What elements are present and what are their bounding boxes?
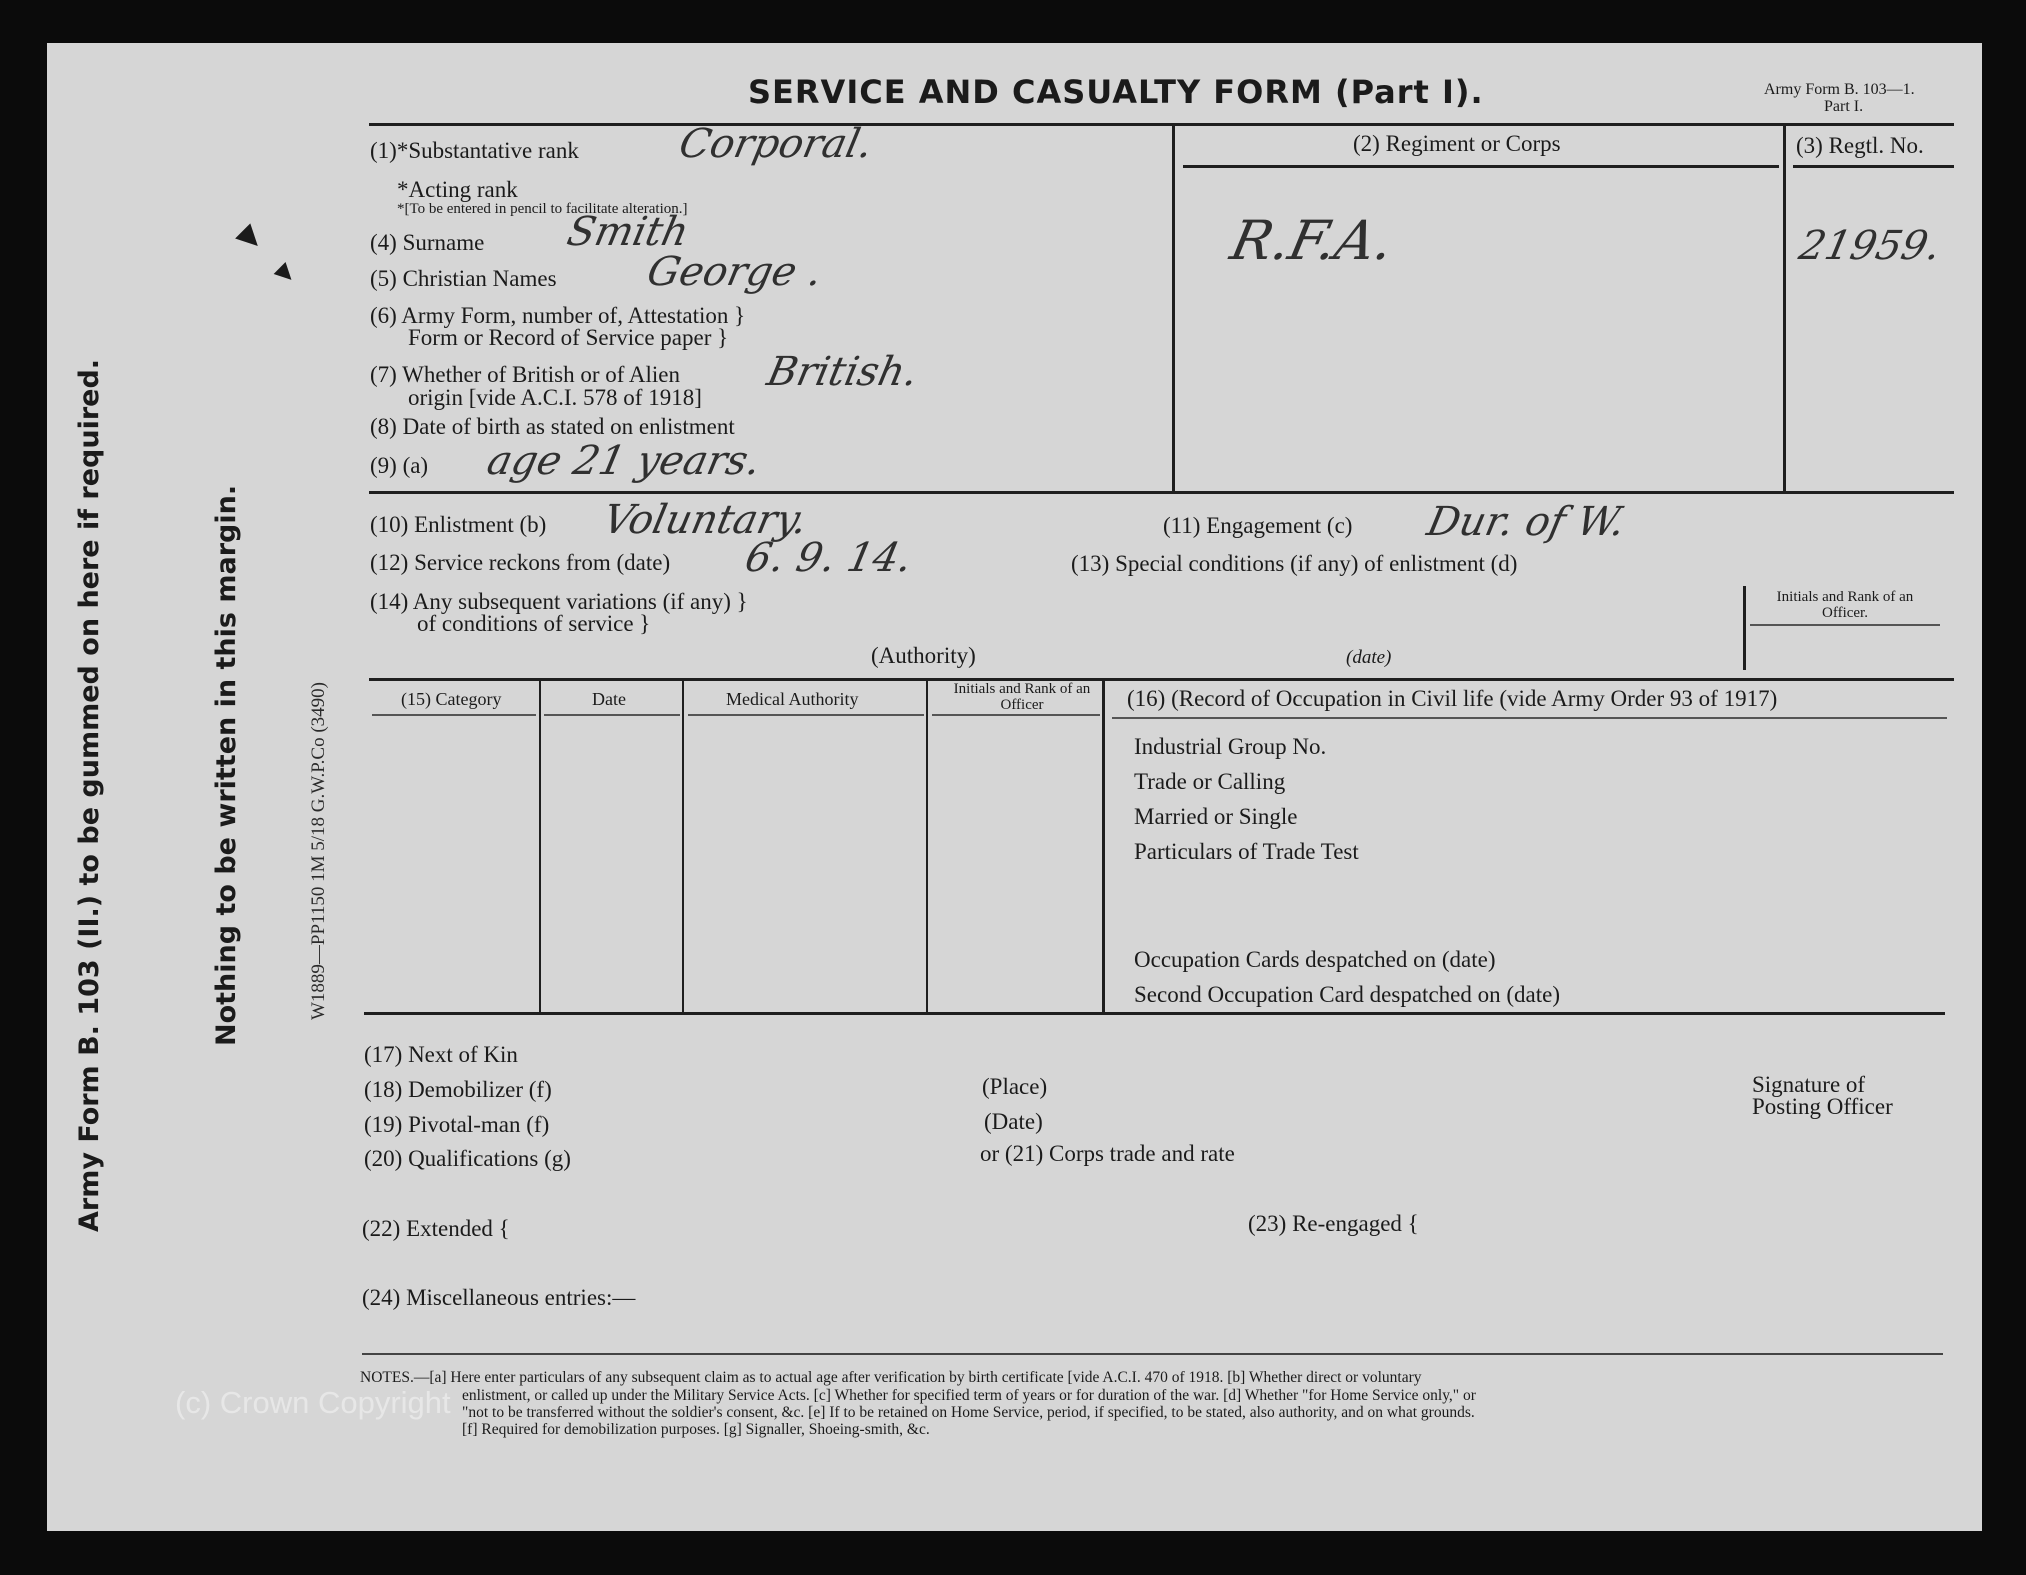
special-conditions-label: (13) Special conditions (if any) of enlistment (d): [1071, 551, 1518, 576]
header-divider: [1172, 123, 1175, 493]
variations-label-2: of conditions of service }: [417, 611, 651, 636]
initials-header-rule: [932, 714, 1100, 716]
notes-line-3: "not to be transferred without the soldier's consent, &c. [e] If to be retained on Home Service, period, if specified, to be stated, also authority, and on what grounds.: [462, 1404, 1475, 1421]
notes-rule: [362, 1353, 1943, 1355]
army-form-number: Army Form B. 103—1.: [1764, 81, 1915, 98]
christian-names-value: George .: [643, 249, 827, 295]
trade-test-label: Particulars of Trade Test: [1134, 839, 1359, 864]
surname-value: Smith: [563, 209, 693, 255]
place-label: (Place): [982, 1074, 1048, 1099]
next-of-kin-label: (17) Next of Kin: [364, 1042, 518, 1067]
crown-copyright-watermark: (c) Crown Copyright: [175, 1385, 451, 1420]
christian-names-label: (5) Christian Names: [370, 266, 557, 291]
extended-label: (22) Extended {: [362, 1216, 510, 1241]
enlistment-value: Voluntary.: [599, 497, 812, 543]
initials-rank-header: Initials and Rank of an Officer: [953, 681, 1091, 713]
married-single-label: Married or Single: [1134, 804, 1298, 829]
regtl-header-rule: [1793, 165, 1954, 168]
origin-label: (7) Whether of British or of Alien: [370, 362, 681, 387]
initials-rank-label: Initials and Rank of an Officer.: [1776, 589, 1914, 621]
top-rule: [369, 123, 1954, 126]
section-rule: [369, 491, 1954, 494]
substantive-rank-label: (1)*Substantative rank: [370, 138, 579, 163]
margin-nothing-note: Nothing to be written in this margin.: [211, 484, 242, 1046]
origin-label-2: origin [vide A.C.I. 578 of 1918]: [408, 385, 702, 410]
medical-header-rule: [688, 714, 924, 716]
army-form-attestation-label-2: Form or Record of Service paper }: [408, 325, 729, 350]
service-reckons-value: 6. 9. 14.: [741, 535, 917, 581]
margin-gummed-note: Army Form B. 103 (II.) to be gummed on here if required.: [74, 358, 105, 1232]
trade-calling-label: Trade or Calling: [1134, 769, 1286, 794]
arrow-mark-icon: ▶: [232, 219, 270, 257]
signature-label-1: Signature of: [1752, 1072, 1866, 1097]
initials-rule: [1750, 624, 1940, 626]
arrow-mark-icon: ▶: [271, 257, 302, 288]
date-header: Date: [592, 689, 626, 709]
column-divider: [926, 681, 928, 1012]
re-engaged-label: (23) Re-engaged {: [1248, 1211, 1419, 1236]
civil-life-header: (16) (Record of Occupation in Civil life (vide Army Order 93 of 1917): [1127, 686, 1778, 711]
column-divider: [539, 681, 541, 1012]
variations-date-label: (date): [1346, 647, 1392, 668]
acting-rank-note: *[To be entered in pencil to facilitate alteration.]: [397, 201, 688, 217]
origin-value: British.: [763, 349, 923, 395]
qualifications-label: (20) Qualifications (g): [364, 1146, 571, 1171]
date-of-birth-label: (8) Date of birth as stated on enlistment: [370, 414, 735, 439]
miscellaneous-label: (24) Miscellaneous entries:—: [362, 1285, 636, 1310]
surname-label: (4) Surname: [370, 230, 485, 255]
notes-line-1: NOTES.—[a] Here enter particulars of any subsequent claim as to actual age after verification by birth certificate [vide A.C.I. 470 of 1918. [b] Whether direct or voluntary: [360, 1369, 1422, 1386]
notes-line-4: [f] Required for demobilization purposes. [g] Signaller, Shoeing-smith, &c.: [462, 1421, 930, 1438]
authority-label: (Authority): [871, 643, 976, 668]
category-header-rule: [372, 714, 536, 716]
date-label: (Date): [984, 1109, 1043, 1134]
regtl-no-label: (3) Regtl. No.: [1796, 133, 1924, 158]
demobilizer-label: (18) Demobilizer (f): [364, 1077, 552, 1102]
table-bottom-rule: [364, 1012, 1945, 1015]
category-header: (15) Category: [401, 689, 502, 709]
engagement-value: Dur. of W.: [1423, 499, 1630, 545]
enlistment-label: (10) Enlistment (b): [370, 512, 547, 537]
date-header-rule: [544, 714, 680, 716]
regtl-no-value: 21959.: [1795, 223, 1945, 269]
medical-authority-header: Medical Authority: [726, 689, 859, 709]
army-form-attestation-label: (6) Army Form, number of, Attestation }: [370, 303, 746, 328]
table-top-rule: [369, 678, 1954, 681]
regiment-value: R.F.A.: [1225, 209, 1400, 272]
initials-divider: [1743, 586, 1746, 670]
header-divider: [1783, 123, 1786, 493]
corps-trade-label: or (21) Corps trade and rate: [980, 1141, 1235, 1166]
industrial-group-label: Industrial Group No.: [1134, 734, 1327, 759]
column-divider: [682, 681, 684, 1012]
engagement-label: (11) Engagement (c): [1163, 513, 1353, 538]
second-occupation-card-label: Second Occupation Card despatched on (date): [1134, 982, 1560, 1007]
signature-label-2: Posting Officer: [1752, 1094, 1893, 1119]
acting-rank-label: *Acting rank: [397, 177, 518, 202]
variations-label: (14) Any subsequent variations (if any) }: [370, 589, 748, 614]
regiment-label: (2) Regiment or Corps: [1353, 131, 1561, 156]
substantive-rank-value: Corporal.: [675, 121, 877, 167]
regiment-header-rule: [1183, 165, 1779, 168]
pivotal-man-label: (19) Pivotal-man (f): [364, 1112, 550, 1137]
service-reckons-label: (12) Service reckons from (date): [370, 550, 671, 575]
notes-line-2: enlistment, or called up under the Military Service Acts. [c] Whether for specified term of years or for duration of the war. [d] Whether "for Home Service only," or: [462, 1387, 1476, 1404]
age-value: age 21 years.: [483, 438, 765, 484]
form-sheet: [47, 43, 1982, 1531]
printer-code: W1889—PP1150 1M 5/18 G.W.P.Co (3490): [308, 682, 329, 1020]
civil-divider: [1102, 681, 1105, 1012]
civil-header-rule: [1112, 717, 1947, 719]
army-form-part: Part I.: [1824, 98, 1864, 115]
form-title: SERVICE AND CASUALTY FORM (Part I).: [748, 73, 1484, 111]
age-label: (9) (a): [370, 453, 429, 478]
occupation-cards-label: Occupation Cards despatched on (date): [1134, 947, 1496, 972]
